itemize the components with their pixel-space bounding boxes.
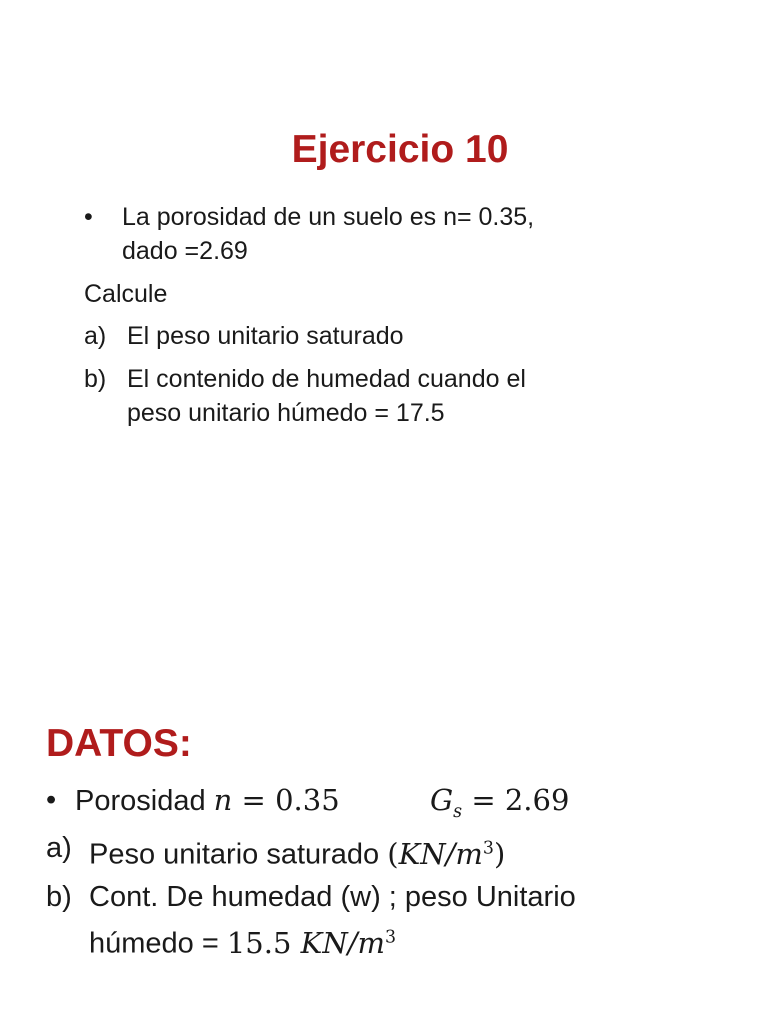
- unit-kn-m: KN/m: [398, 836, 483, 871]
- gs-value: = 2.69: [462, 783, 570, 817]
- gs-symbol: G: [430, 783, 454, 817]
- unit-kn-m: KN/m: [300, 925, 385, 960]
- dato-b-marker: b): [46, 881, 72, 913]
- porosidad-label: Porosidad: [75, 785, 206, 817]
- question-b-line-2: peso unitario húmedo = 17.5: [127, 399, 445, 427]
- problem-line-1: La porosidad de un suelo es n= 0.35,: [122, 203, 535, 231]
- porosidad-line: [75, 780, 340, 821]
- porosidad-expression: [214, 783, 340, 817]
- question-a-text: El peso unitario saturado: [127, 322, 404, 350]
- paren-close: ): [493, 836, 506, 871]
- bullet-icon: •: [46, 784, 57, 816]
- calcule-label: Calcule: [84, 280, 168, 308]
- dato-a-unit: [387, 837, 505, 871]
- question-a-marker: a): [84, 322, 107, 350]
- n-value: = 0.35: [232, 783, 340, 817]
- dato-b-value: [227, 926, 396, 960]
- bullet-icon: •: [84, 203, 93, 231]
- gs-expression: [430, 780, 569, 832]
- paren-open: (: [387, 836, 399, 871]
- dato-b-line-1: Cont. De humedad (w) ; peso Unitario: [89, 881, 576, 913]
- question-b-line-1: El contenido de humedad cuando el: [127, 365, 526, 393]
- unit-exponent: 3: [482, 838, 494, 858]
- gs-subscript: s: [453, 801, 463, 822]
- question-b-text: [127, 362, 526, 430]
- unit-exponent: 3: [384, 927, 397, 947]
- question-b-marker: b): [84, 365, 107, 393]
- problem-statement: [122, 200, 534, 268]
- datos-title: DATOS:: [46, 722, 192, 765]
- dato-a-marker: a): [46, 832, 72, 864]
- dato-a-line: [89, 828, 505, 875]
- slide-datos: [0, 512, 768, 1024]
- value-number: 15.5: [226, 925, 301, 960]
- n-symbol: n: [213, 783, 233, 817]
- dato-b-label: húmedo =: [89, 927, 219, 960]
- dato-b-line-2: [89, 917, 396, 964]
- slide-title: Ejercicio 10: [291, 128, 509, 171]
- dato-a-text: Peso unitario saturado: [89, 838, 388, 871]
- problem-line-2: dado =2.69: [122, 237, 248, 265]
